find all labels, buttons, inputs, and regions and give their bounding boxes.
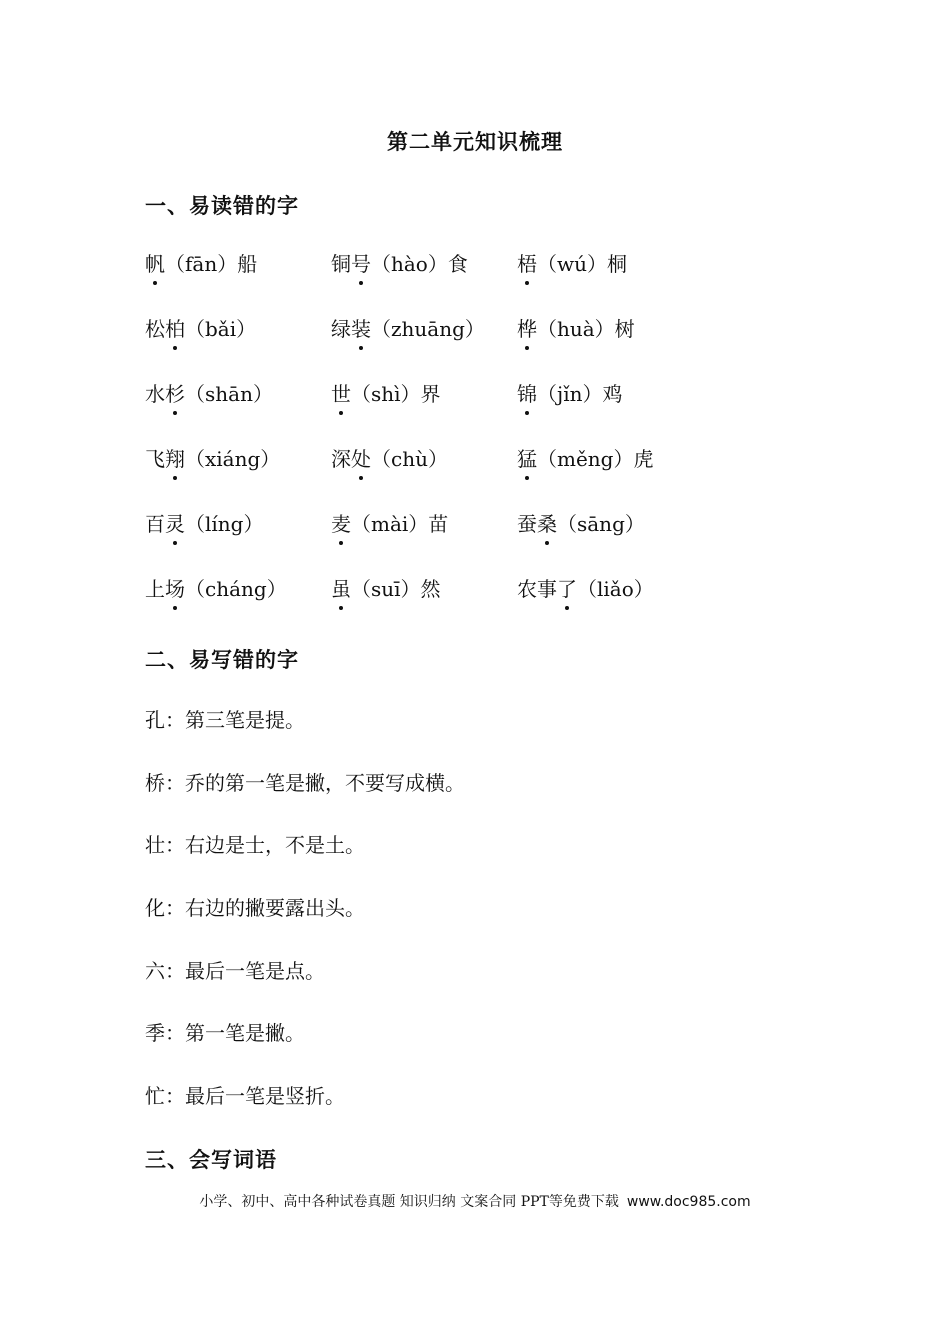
pinyin-and-suffix: （jǐn）鸡 [537,382,623,406]
misread-characters-grid [145,248,785,638]
pinyin-entry [145,443,280,475]
word-prefix: 松 [145,317,165,341]
writing-rule-item: 壮：右边是士，不是土。 [145,833,365,858]
emphasized-character: 虽 [331,573,351,605]
emphasized-character: 处 [351,443,371,475]
pinyin-and-suffix: （mài）苗 [351,512,449,536]
pinyin-and-suffix: （líng） [185,512,264,536]
pinyin-row [145,573,785,638]
emphasized-character: 杉 [165,378,185,410]
pinyin-row [145,508,785,573]
pinyin-and-suffix: （měng）虎 [537,447,654,471]
page-title: 第二单元知识梳理 [387,130,563,154]
pinyin-and-suffix: （wú）桐 [537,252,627,276]
emphasized-character: 翔 [165,443,185,475]
writing-rule-item: 化：右边的撇要露出头。 [145,896,365,921]
pinyin-entry [517,508,645,540]
emphasized-character: 场 [165,573,185,605]
pinyin-and-suffix: （shì）界 [351,382,441,406]
writing-rule-item: 桥：乔的第一笔是撇，不要写成横。 [145,770,465,795]
pinyin-and-suffix: （cháng） [185,577,287,601]
emphasized-character: 了 [557,573,577,605]
word-prefix: 水 [145,382,165,406]
pinyin-entry [517,573,654,605]
pinyin-entry [145,248,257,280]
miswritten-characters-list [145,704,465,1143]
emphasized-character: 桑 [537,508,557,540]
pinyin-entry [331,378,441,410]
word-prefix: 百 [145,512,165,536]
pinyin-entry [517,378,622,410]
pinyin-entry [145,378,273,410]
emphasized-character: 帆 [145,248,165,280]
pinyin-entry [517,313,635,345]
section-heading-miswritten: 二、易写错的字 [145,648,299,672]
emphasized-character: 号 [351,248,371,280]
pinyin-row [145,378,785,443]
pinyin-entry [517,443,653,475]
pinyin-and-suffix: （hào）食 [371,252,468,276]
pinyin-and-suffix: （xiáng） [185,447,281,471]
emphasized-character: 世 [331,378,351,410]
page-footer [0,1191,950,1211]
footer-text: 小学、初中、高中各种试卷真题 知识归纳 文案合同 PPT等免费下载 [199,1194,619,1210]
pinyin-entry [145,573,287,605]
pinyin-entry [145,508,263,540]
pinyin-and-suffix: （zhuāng） [371,317,485,341]
emphasized-character: 锦 [517,378,537,410]
pinyin-and-suffix: （liǎo） [577,577,654,601]
emphasized-character: 梧 [517,248,537,280]
emphasized-character: 柏 [165,313,185,345]
pinyin-entry [331,248,468,280]
pinyin-entry [331,443,448,475]
pinyin-and-suffix: （fān）船 [165,252,258,276]
writing-rule-item: 六：最后一笔是点。 [145,958,325,983]
pinyin-row [145,443,785,508]
footer-url[interactable]: www.doc985.com [626,1194,751,1210]
writing-rule-item: 季：第一笔是撇。 [145,1021,305,1046]
pinyin-and-suffix: （shān） [185,382,273,406]
word-prefix: 绿 [331,317,351,341]
word-prefix: 铜 [331,252,351,276]
section-heading-vocabulary: 三、会写词语 [145,1148,277,1172]
word-prefix: 深 [331,447,351,471]
section-heading-misread: 一、易读错的字 [145,194,299,218]
emphasized-character: 猛 [517,443,537,475]
pinyin-entry [145,313,256,345]
writing-rule-item: 孔：第三笔是提。 [145,708,305,732]
pinyin-row [145,313,785,378]
pinyin-entry [331,573,441,605]
word-prefix: 飞 [145,447,165,471]
writing-rule-item: 忙：最后一笔是竖折。 [145,1084,345,1109]
pinyin-entry [331,508,448,540]
pinyin-and-suffix: （bǎi） [185,317,257,341]
word-prefix: 上 [145,577,165,601]
pinyin-and-suffix: （huà）树 [537,317,635,341]
word-prefix: 农事 [517,577,557,601]
pinyin-and-suffix: （suī）然 [351,577,441,601]
pinyin-and-suffix: （sāng） [557,512,645,536]
pinyin-entry [517,248,627,280]
emphasized-character: 灵 [165,508,185,540]
pinyin-entry [331,313,485,345]
emphasized-character: 桦 [517,313,537,345]
emphasized-character: 麦 [331,508,351,540]
word-prefix: 蚕 [517,512,537,536]
pinyin-and-suffix: （chù） [371,447,448,471]
pinyin-row [145,248,785,313]
emphasized-character: 装 [351,313,371,345]
